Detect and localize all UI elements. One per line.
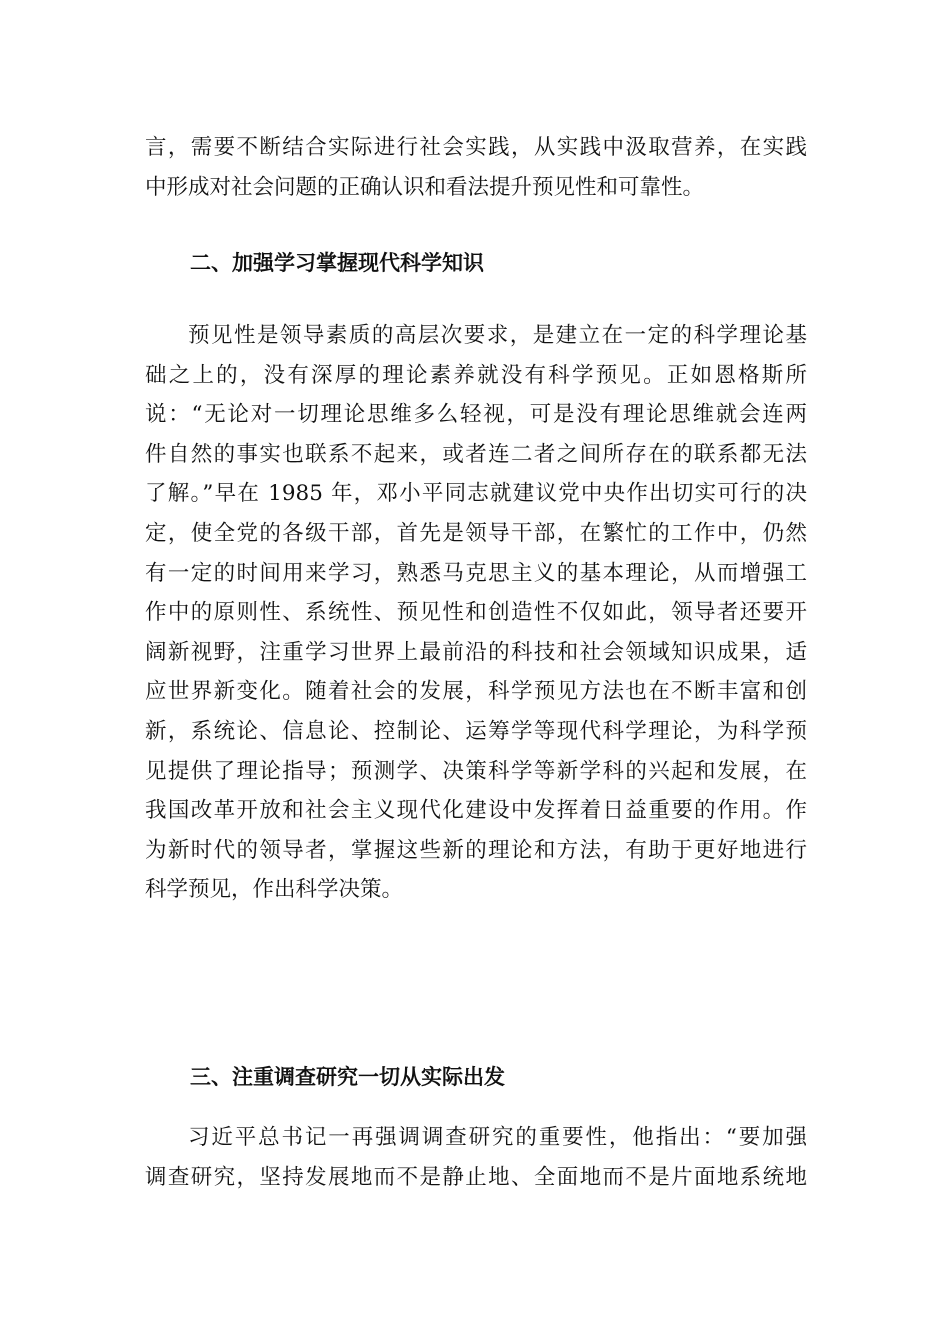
text-line: 了解。”早在 1985 年，邓小平同志就建议党中央作出切实可行的决 — [145, 481, 807, 507]
text-line: 科学预见，作出科学决策。 — [145, 877, 404, 903]
text-line: 预见性是领导素质的高层次要求，是建立在一定的科学理论基 — [188, 323, 807, 348]
text-line: 中形成对社会问题的正确认识和看法提升预见性和可靠性。 — [145, 174, 705, 200]
section-2-paragraph — [145, 316, 807, 910]
section-heading-3: 三、注重调查研究一切从实际出发 — [190, 1065, 505, 1089]
text-line: 阔新视野，注重学习世界上最前沿的科技和社会领域知识成果，适 — [145, 639, 807, 665]
text-line: 应世界新变化。随着社会的发展，科学预见方法也在不断丰富和创 — [145, 679, 807, 705]
text-line: 我国改革开放和社会主义现代化建设中发挥着日益重要的作用。作 — [145, 798, 807, 824]
text-line: 为新时代的领导者，掌握这些新的理论和方法，有助于更好地进行 — [145, 837, 807, 863]
text-line: 说：“无论对一切理论思维多么轻视，可是没有理论思维就会连两 — [145, 402, 807, 428]
text-line: 见提供了理论指导；预测学、决策科学等新学科的兴起和发展，在 — [145, 758, 807, 784]
text-line: 础之上的，没有深厚的理论素养就没有科学预见。正如恩格斯所 — [145, 362, 807, 388]
text-line: 件自然的事实也联系不起来，或者连二者之间所存在的联系都无法 — [145, 441, 807, 467]
text-line: 习近平总书记一再强调调查研究的重要性，他指出：“要加强 — [188, 1125, 807, 1150]
paragraph-continuation — [145, 128, 807, 207]
text-line: 作中的原则性、系统性、预见性和创造性不仅如此，领导者还要开 — [145, 600, 807, 626]
section-3-paragraph — [145, 1118, 807, 1197]
text-line: 新，系统论、信息论、控制论、运筹学等现代科学理论，为科学预 — [145, 718, 807, 744]
text-line: 定，使全党的各级干部，首先是领导干部，在繁忙的工作中，仍然 — [145, 520, 807, 546]
text-line: 调查研究，坚持发展地而不是静止地、全面地而不是片面地系统地 — [145, 1164, 807, 1190]
text-line: 有一定的时间用来学习，熟悉马克思主义的基本理论，从而增强工 — [145, 560, 807, 586]
text-line: 言，需要不断结合实际进行社会实践，从实践中汲取营养，在实践 — [145, 135, 807, 160]
section-heading-2: 二、加强学习掌握现代科学知识 — [190, 251, 484, 275]
